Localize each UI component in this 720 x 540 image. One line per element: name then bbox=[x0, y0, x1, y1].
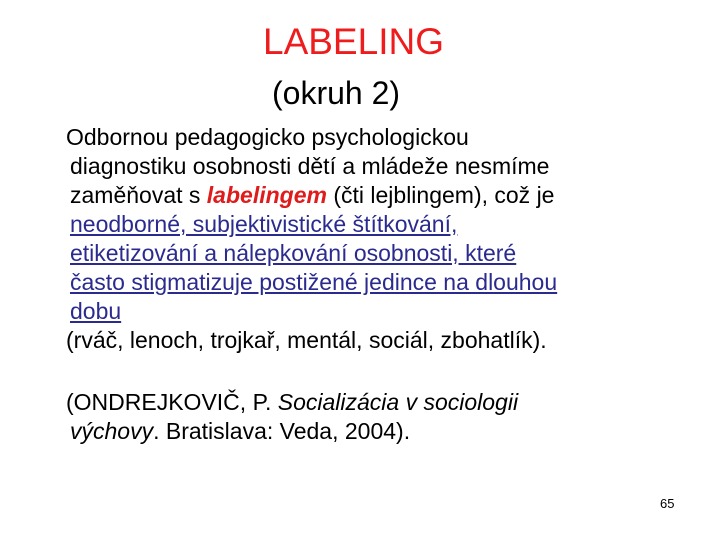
underlined-text-3: často stigmatizuje postižené jedince na dlouhou bbox=[70, 269, 558, 295]
page-number: 65 bbox=[660, 496, 675, 511]
underlined-text-4: dobu bbox=[70, 298, 122, 324]
paragraph-line-7 bbox=[66, 297, 686, 326]
paragraph-line-3-before: zaměňovat s bbox=[70, 182, 207, 208]
paragraph-line-6 bbox=[66, 268, 686, 297]
underlined-text-1: neodborné, subjektivistické štítkování, bbox=[70, 211, 458, 237]
citation-title-part-1: Socializácia v sociologii bbox=[277, 389, 519, 415]
paragraph-line-4 bbox=[66, 210, 686, 239]
citation-title-part-2: výchovy bbox=[70, 418, 154, 444]
paragraph-line-3-after: (čti lejblingem), což je bbox=[326, 182, 555, 208]
paragraph-line-8: (rváč, lenoch, trojkař, mentál, sociál, zbohatlík). bbox=[66, 327, 547, 353]
citation-line-1 bbox=[66, 388, 686, 417]
paragraph-line-5 bbox=[66, 239, 686, 268]
underlined-text-2: etiketizování a nálepkování osobnosti, které bbox=[70, 240, 517, 266]
paragraph-line-2: diagnostiku osobnosti dětí a mládeže nesmíme bbox=[70, 153, 550, 179]
labeling-highlight: labelingem bbox=[206, 182, 327, 208]
citation-rest: . Bratislava: Veda, 2004). bbox=[153, 418, 411, 444]
paragraph-line-1: Odbornou pedagogicko psychologickou bbox=[66, 124, 469, 150]
citation-author: (ONDREJKOVIČ, P. bbox=[66, 389, 278, 415]
slide-title: LABELING bbox=[263, 21, 444, 62]
main-paragraph bbox=[66, 123, 686, 355]
paragraph-line-3 bbox=[66, 181, 686, 210]
citation-line-2 bbox=[66, 417, 686, 446]
slide-subtitle: (okruh 2) bbox=[272, 75, 401, 111]
citation bbox=[66, 388, 686, 446]
